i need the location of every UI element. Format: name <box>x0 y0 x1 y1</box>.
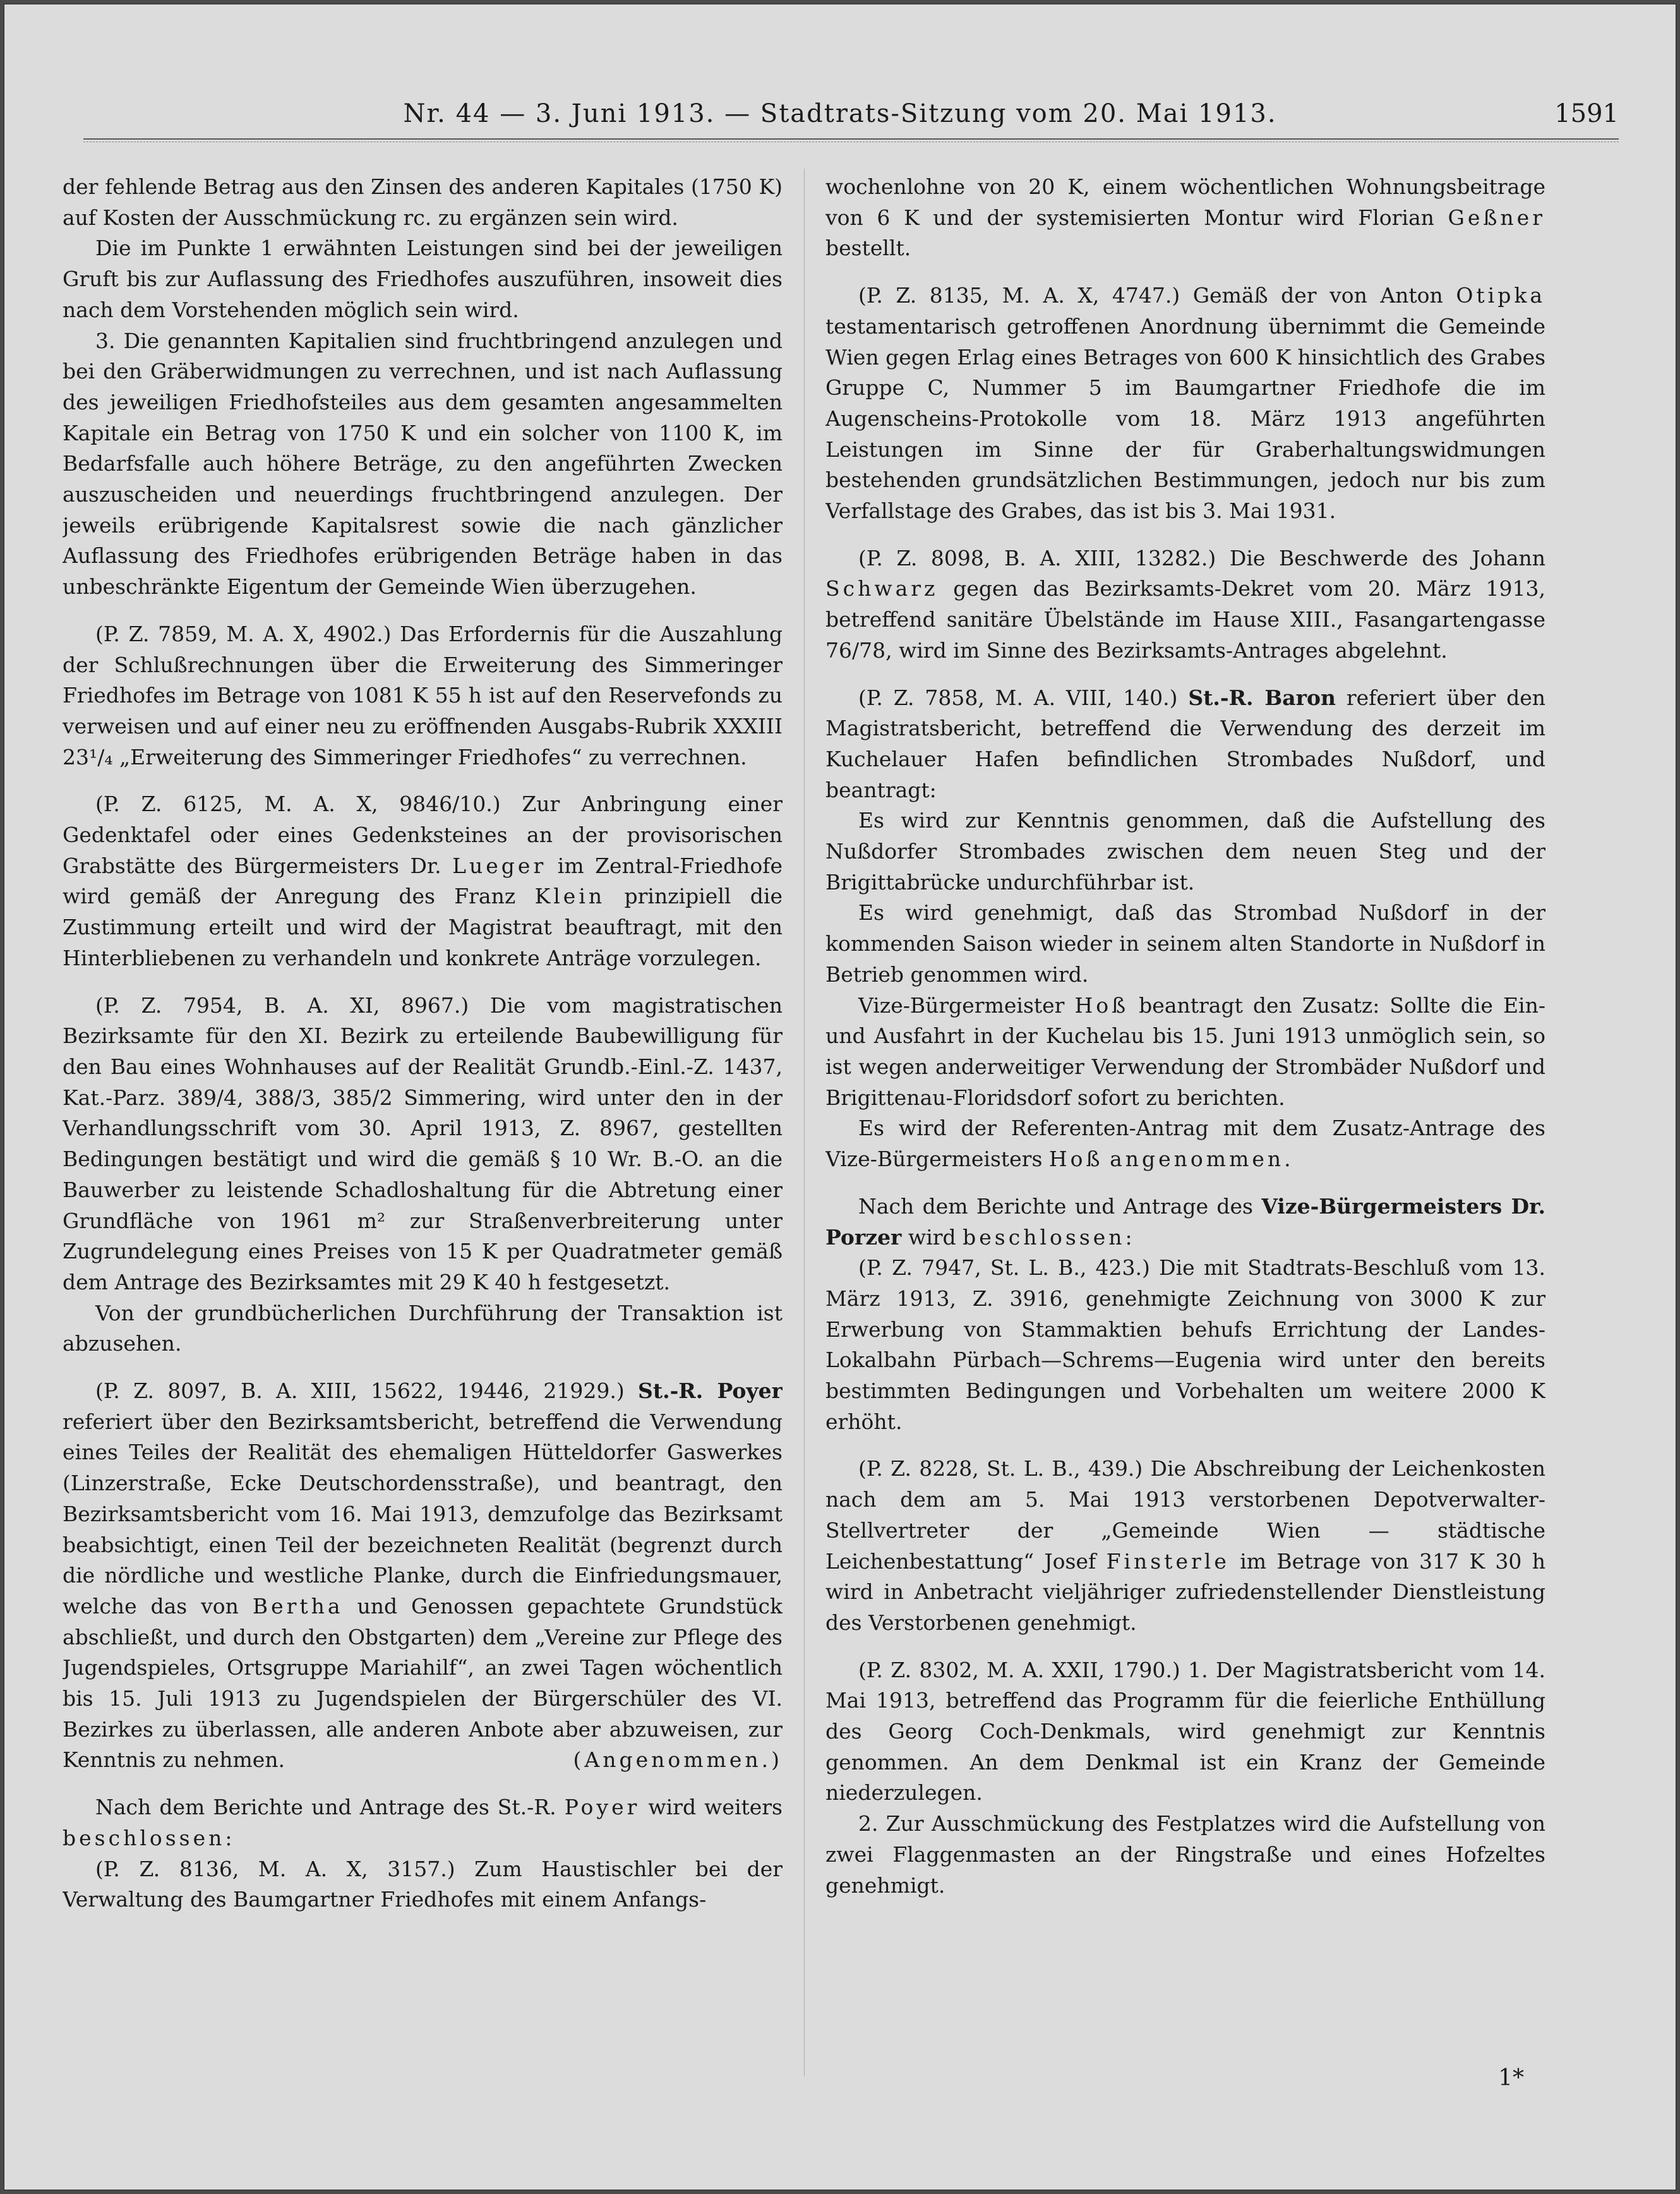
person-name: Hoß <box>1074 992 1129 1018</box>
paragraph: wochenlohne von 20 K, einem wöchentlichen Wohnungsbeitrage von 6 K und der systemisierten Montur wird Florian Geßner bestellt. <box>825 174 1545 261</box>
paragraph: (P. Z. 7858, M. A. VIII, 140.) St.-R. Baron referiert über den Magistratsbericht, betreffend die Verwendung des derzeit im Kuchelauer Hafen befindlichen Strombades Nußdorf, und beantragt: <box>825 685 1545 802</box>
person-name: Finsterle <box>1106 1548 1230 1574</box>
paragraph: 2. Zur Ausschmückung des Festplatzes wird die Aufstellung von zwei Flaggenmasten an der Ringstraße und eines Hofzeltes genehmigt. <box>825 1811 1545 1898</box>
vote-result: (Angenommen.) <box>573 1747 783 1773</box>
paragraph: (P. Z. 7954, B. A. XI, 8967.) Die vom magistratischen Bezirksamte für den XI. Bezirk zu erteilende Baubewilligung für den Bau eines Wohnhauses auf der Realität Grundb.-Einl.-Z. 1437, Kat.-Parz. 389/4, 388/3, 385/2 Simmering, wird unter den in der Verhandlungsschrift vom 30. April 1913, Z. 8967, gestellten Bedingungen bestätigt und wird die gemäß § 10 Wr. B.-O. an die Bauwerber zu leistende Schadloshaltung für die Abtretung einer Grundfläche von 1961 m² zur Straßenverbreiterung unter Zugrundelegung eines Preises von 15 K per Quadratmeter gemäß dem Antrage des Bezirksamtes mit 29 K 40 h festgesetzt. <box>63 992 783 1294</box>
vote-result: angenommen. <box>1110 1147 1294 1172</box>
person-name: Geßner <box>1448 205 1545 230</box>
person-name: Schwarz <box>825 576 939 601</box>
paragraph: (P. Z. 7947, St. L. B., 423.) Die mit Stadtrats-Beschluß vom 13. März 1913, Z. 3916, genehmigte Zeichnung von 3000 K zur Erwerbung von Stammaktien behufs Errichtung der Landes-Lokalbahn Pürbach—Schrems—Eugenia wird unter den bereits bestimmten Bedingungen und Vorbehalten um weitere 2000 K erhöht. <box>825 1255 1545 1434</box>
paragraph: 3. Die genannten Kapitalien sind fruchtbringend anzulegen und bei den Gräberwidmungen zu verrechnen, und ist nach Auflassung des jeweiligen Friedhofsteiles aus dem gesamten angesammelten Kapitale ein Betrag von 1750 K und ein solcher von 1100 K, im Bedarfsfalle auch höhere Beträge, zu den angeführten Zwecken auszuscheiden und neuerdings fruchtbringend anzulegen. Der jeweils erübrigende Kapitalsrest sowie die nach gänzlicher Auflassung des Friedhofes erübrigenden Beträge haben in das unbeschränkte Eigentum der Gemeinde Wien überzugehen. <box>63 328 783 600</box>
paragraph: (P. Z. 8302, M. A. XXII, 1790.) 1. Der Magistratsbericht vom 14. Mai 1913, betreffend das Programm für die feierliche Enthüllung des Georg Coch-Denkmals, wird genehmigt zur Kenntnis genommen. An dem Denkmal ist ein Kranz der Gemeinde niederzulegen. <box>825 1657 1545 1805</box>
person-name: Lueger <box>452 853 547 878</box>
paragraph: Vize-Bürgermeister Hoß beantragt den Zusatz: Sollte die Ein- und Ausfahrt in der Kuchelau bis 15. Juni 1913 unmöglich sein, so ist wegen anderweitiger Verwendung der Strombäder Nußdorf und Brigittenau-Floridsdorf sofort zu berichten. <box>825 992 1545 1110</box>
paragraph: (P. Z. 8097, B. A. XIII, 15622, 19446, 21929.) St.-R. Poyer referiert über den Bezirksamtsbericht, betreffend die Verwendung eines Teiles der Realität des ehemaligen Hütteldorfer Gaswerkes (Linzerstraße, Ecke Deutschordensstraße), und beantragt, den Bezirksamtsbericht vom 16. Mai 1913, demzufolge das Bezirksamt beabsichtigt, einen Teil der bezeichneten Realität (begrenzt durch die nördliche und westliche Planke, durch die Einfriedungsmauer, welche das von Bertha und Genossen gepachtete Grundstück abschließt, und durch den Obstgarten) dem „Vereine zur Pflege des Jugendspieles, Ortsgruppe Mariahilf“, an zwei Tagen wöchentlich bis 15. Juli 1913 zu Jugendspielen der Bürgerschüler des VI. Bezirkes zu überlassen, alle anderen Anbote aber abzuweisen, zur Kenntnis zu nehmen. (Angenommen.) <box>63 1376 783 1776</box>
signature-mark: 1* <box>1498 2065 1524 2091</box>
person-name: Hoß <box>1048 1147 1103 1172</box>
paragraph: Nach dem Berichte und Antrage des Vize-Bürgermeisters Dr. Porzer wird beschlossen: <box>825 1193 1545 1250</box>
paragraph: Es wird genehmigt, daß das Strombad Nußdorf in der kommenden Saison wieder in seinem alten Standorte in Nußdorf in Betrieb genommen wird. <box>825 900 1545 987</box>
resolution-keyword: beschlossen: <box>963 1224 1136 1250</box>
page-header <box>61 99 1619 137</box>
person-name: Poyer <box>564 1795 640 1820</box>
speaker-name: St.-R. Baron <box>1188 685 1336 710</box>
speaker-name: Vize-Bürgermeisters Dr. Porzer <box>825 1193 1545 1250</box>
page-number: 1591 <box>1554 99 1619 128</box>
running-title: Nr. 44 — 3. Juni 1913. — Stadtrats-Sitzung vom 20. Mai 1913. <box>403 99 1277 128</box>
paragraph: Es wird zur Kenntnis genommen, daß die Aufstellung des Nußdorfer Strombades zwischen dem neuen Steg und der Brigittabrücke undurchführbar ist. <box>825 808 1545 895</box>
paragraph: Die im Punkte 1 erwähnten Leistungen sind bei der jeweiligen Gruft bis zur Auflassung des Friedhofes auszuführen, insoweit dies nach dem Vorstehenden möglich sein wird. <box>63 236 783 322</box>
paragraph: (P. Z. 7859, M. A. X, 4902.) Das Erfordernis für die Auszahlung der Schlußrechnungen über die Erweiterung des Simmeringer Friedhofes im Betrage von 1081 K 55 h ist auf den Reservefonds zu verweisen und auf einer neu zu eröffnenden Ausgabs-Rubrik XXXIII 23¹/₄ „Erweiterung des Simmeringer Friedhofes“ zu verrechnen. <box>63 621 783 769</box>
person-name: Bertha <box>252 1593 344 1618</box>
paragraph: Von der grundbücherlichen Durchführung der Transaktion ist abzusehen. <box>63 1300 783 1356</box>
paragraph: (P. Z. 8228, St. L. B., 439.) Die Abschreibung der Leichenkosten nach dem am 5. Mai 1913 verstorbenen Depotverwalter-Stellvertreter der „Gemeinde Wien — städtische Leichenbestattung“ Josef Finsterle im Betrage von 317 K 30 h wird in Anbetracht vieljähriger zufriedenstellender Dienstleistung des Verstorbenen genehmigt. <box>825 1456 1545 1635</box>
paragraph: der fehlende Betrag aus den Zinsen des anderen Kapitales (1750 K) auf Kosten der Ausschmückung rc. zu ergänzen sein wird. <box>63 174 783 230</box>
person-name: Otipka <box>1456 283 1545 308</box>
header-rule <box>83 138 1619 140</box>
newspaper-page <box>4 4 1676 2190</box>
paragraph: Nach dem Berichte und Antrage des St.-R. Poyer wird weiters beschlossen: <box>63 1795 783 1850</box>
right-column <box>825 172 1545 2080</box>
paragraph: (P. Z. 8135, M. A. X, 4747.) Gemäß der von Anton Otipka testamentarisch getroffenen Anordnung übernimmt die Gemeinde Wien gegen Erlag eines Betrages von 600 K hinsichtlich des Grabes Gruppe C, Nummer 5 im Baumgartner Friedhofe die im Augenscheins-Protokolle vom 18. März 1913 angeführten Leistungen im Sinne der für Graberhaltungswidmungen bestehenden grundsätzlichen Bestimmungen, jedoch nur bis zum Verfallstage des Grabes, das ist bis 3. Mai 1931. <box>825 283 1545 524</box>
paragraph: (P. Z. 8098, B. A. XIII, 13282.) Die Beschwerde des Johann Schwarz gegen das Bezirksamts-Dekret vom 20. März 1913, betreffend sanitäre Übelstände im Hause XIII., Fasangartengasse 76/78, wird im Sinne des Bezirksamts-Antrages abgelehnt. <box>825 545 1545 663</box>
person-name: Klein <box>534 884 606 909</box>
speaker-name: St.-R. Poyer <box>638 1378 783 1404</box>
paragraph: (P. Z. 6125, M. A. X, 9846/10.) Zur Anbringung einer Gedenktafel oder eines Gedenksteines an der provisorischen Grabstätte des Bürgermeisters Dr. Lueger im Zentral-Friedhofe wird gemäß der Anregung des Franz Klein prinzipiell die Zustimmung erteilt und wird der Magistrat beauftragt, mit den Hinterbliebenen zu verhandeln und konkrete Anträge vorzulegen. <box>63 792 783 970</box>
column-divider <box>804 169 805 2076</box>
paragraph: (P. Z. 8136, M. A. X, 3157.) Zum Haustischler bei der Verwaltung des Baumgartner Friedhofes mit einem Anfangs- <box>63 1856 783 1912</box>
resolution-keyword: beschlossen: <box>63 1825 236 1850</box>
left-column <box>63 172 783 2080</box>
paragraph: Es wird der Referenten-Antrag mit dem Zusatz-Antrage des Vize-Bürgermeisters Hoß angenommen. <box>825 1116 1545 1172</box>
